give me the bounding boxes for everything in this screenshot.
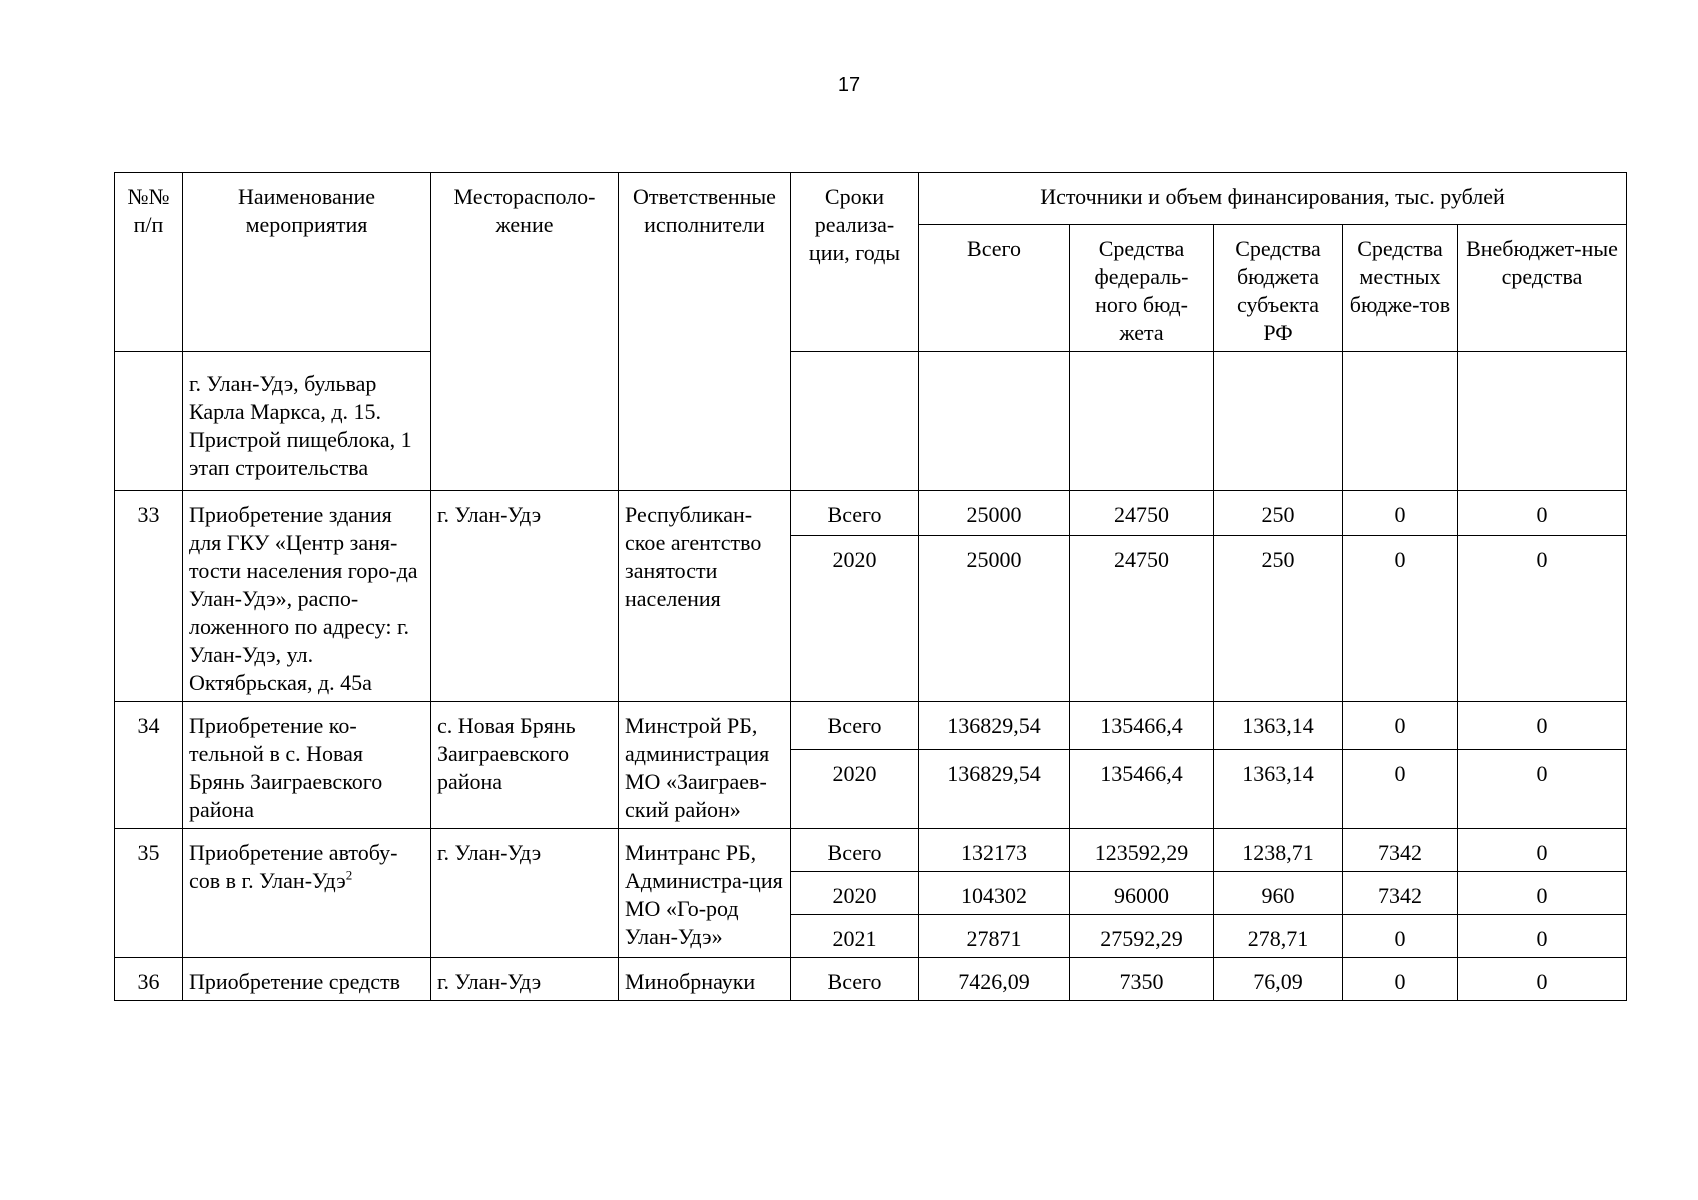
row-offbudget: 0 bbox=[1458, 535, 1627, 701]
financing-table bbox=[114, 172, 1627, 1001]
row-local: 0 bbox=[1343, 915, 1458, 958]
row-total: 27871 bbox=[919, 915, 1070, 958]
table-row bbox=[115, 491, 1627, 536]
row-location: г. Улан-Удэ bbox=[431, 829, 619, 958]
row-offbudget: 0 bbox=[1458, 702, 1627, 750]
row-total: 7426,09 bbox=[919, 958, 1070, 1001]
header-col-location: Месторасполо-жение bbox=[431, 173, 619, 491]
row-name: Приобретение автобу-сов в г. Улан-Удэ bbox=[189, 840, 398, 893]
header-col-financing: Источники и объем финансирования, тыс. рублей bbox=[919, 173, 1627, 225]
header-col-responsible: Ответственные исполнители bbox=[619, 173, 791, 491]
row-total: 132173 bbox=[919, 829, 1070, 872]
continuation-federal-cell bbox=[1070, 352, 1214, 491]
row-term: 2020 bbox=[791, 535, 919, 701]
row-federal: 24750 bbox=[1070, 535, 1214, 701]
row-name: Приобретение ко-тельной в с. Новая Брянь Заиграевского района bbox=[183, 702, 431, 829]
row-federal: 135466,4 bbox=[1070, 750, 1214, 829]
row-offbudget: 0 bbox=[1458, 872, 1627, 915]
row-federal: 96000 bbox=[1070, 872, 1214, 915]
row-federal: 7350 bbox=[1070, 958, 1214, 1001]
row-regional: 250 bbox=[1214, 491, 1343, 536]
row-regional: 76,09 bbox=[1214, 958, 1343, 1001]
header-sub-federal: Средства федераль-ного бюд-жета bbox=[1070, 225, 1214, 352]
row-name-cell bbox=[183, 829, 431, 958]
row-name: Приобретение здания для ГКУ «Центр заня-тости населения горо-да Улан-Удэ», распо-ложенного по адресу: г. Улан-Удэ, ул. Октябрьская, д. 45а bbox=[183, 491, 431, 702]
continuation-regional-cell bbox=[1214, 352, 1343, 491]
row-term: 2020 bbox=[791, 750, 919, 829]
row-offbudget: 0 bbox=[1458, 750, 1627, 829]
row-number: 35 bbox=[115, 829, 183, 958]
row-term: Всего bbox=[791, 702, 919, 750]
row-location: г. Улан-Удэ bbox=[431, 958, 619, 1001]
header-sub-local: Средства местных бюдже-тов bbox=[1343, 225, 1458, 352]
row-responsible: Минтранс РБ, Администра-ция МО «Го-род Улан-Удэ» bbox=[619, 829, 791, 958]
footnote-marker: 2 bbox=[345, 867, 353, 883]
page-number: 17 bbox=[837, 74, 861, 96]
continuation-total-cell bbox=[919, 352, 1070, 491]
row-local: 0 bbox=[1343, 491, 1458, 536]
continuation-num-cell bbox=[115, 352, 183, 491]
row-local: 0 bbox=[1343, 750, 1458, 829]
table-row bbox=[115, 829, 1627, 872]
row-number: 34 bbox=[115, 702, 183, 829]
row-term: 2020 bbox=[791, 872, 919, 915]
row-local: 7342 bbox=[1343, 829, 1458, 872]
row-responsible: Республикан-ское агентство занятости населения bbox=[619, 491, 791, 702]
header-col-name: Наименование мероприятия bbox=[183, 173, 431, 352]
row-name: Приобретение средств bbox=[183, 958, 431, 1001]
row-number: 33 bbox=[115, 491, 183, 702]
row-responsible: Минстрой РБ, администрация МО «Заиграев-ский район» bbox=[619, 702, 791, 829]
row-regional: 1238,71 bbox=[1214, 829, 1343, 872]
header-col-num: №№ п/п bbox=[115, 173, 183, 352]
header-sub-total: Всего bbox=[919, 225, 1070, 352]
continuation-offbudget-cell bbox=[1458, 352, 1627, 491]
row-regional: 278,71 bbox=[1214, 915, 1343, 958]
row-offbudget: 0 bbox=[1458, 829, 1627, 872]
header-sub-regional: Средства бюджета субъекта РФ bbox=[1214, 225, 1343, 352]
row-offbudget: 0 bbox=[1458, 491, 1627, 536]
row-term: Всего bbox=[791, 958, 919, 1001]
row-federal: 135466,4 bbox=[1070, 702, 1214, 750]
row-location: г. Улан-Удэ bbox=[431, 491, 619, 702]
row-offbudget: 0 bbox=[1458, 958, 1627, 1001]
row-term: 2021 bbox=[791, 915, 919, 958]
header-sub-offbudget: Внебюджет-ные средства bbox=[1458, 225, 1627, 352]
row-responsible: Минобрнауки bbox=[619, 958, 791, 1001]
row-regional: 1363,14 bbox=[1214, 702, 1343, 750]
row-term: Всего bbox=[791, 829, 919, 872]
continuation-local-cell bbox=[1343, 352, 1458, 491]
row-regional: 1363,14 bbox=[1214, 750, 1343, 829]
table-row bbox=[115, 958, 1627, 1001]
row-offbudget: 0 bbox=[1458, 915, 1627, 958]
row-local: 0 bbox=[1343, 535, 1458, 701]
row-location: с. Новая Брянь Заиграевского района bbox=[431, 702, 619, 829]
table-row bbox=[115, 702, 1627, 750]
row-number: 36 bbox=[115, 958, 183, 1001]
row-total: 25000 bbox=[919, 491, 1070, 536]
continuation-terms-cell bbox=[791, 352, 919, 491]
row-local: 0 bbox=[1343, 958, 1458, 1001]
row-federal: 123592,29 bbox=[1070, 829, 1214, 872]
row-federal: 27592,29 bbox=[1070, 915, 1214, 958]
row-regional: 250 bbox=[1214, 535, 1343, 701]
row-total: 136829,54 bbox=[919, 750, 1070, 829]
row-total: 136829,54 bbox=[919, 702, 1070, 750]
row-total: 25000 bbox=[919, 535, 1070, 701]
row-regional: 960 bbox=[1214, 872, 1343, 915]
continuation-name-tail: г. Улан-Удэ, бульвар Карла Маркса, д. 15. Пристрой пищеблока, 1 этап строительства bbox=[183, 352, 431, 491]
row-total: 104302 bbox=[919, 872, 1070, 915]
row-federal: 24750 bbox=[1070, 491, 1214, 536]
header-col-terms: Сроки реализа-ции, годы bbox=[791, 173, 919, 352]
row-term: Всего bbox=[791, 491, 919, 536]
row-local: 7342 bbox=[1343, 872, 1458, 915]
row-local: 0 bbox=[1343, 702, 1458, 750]
